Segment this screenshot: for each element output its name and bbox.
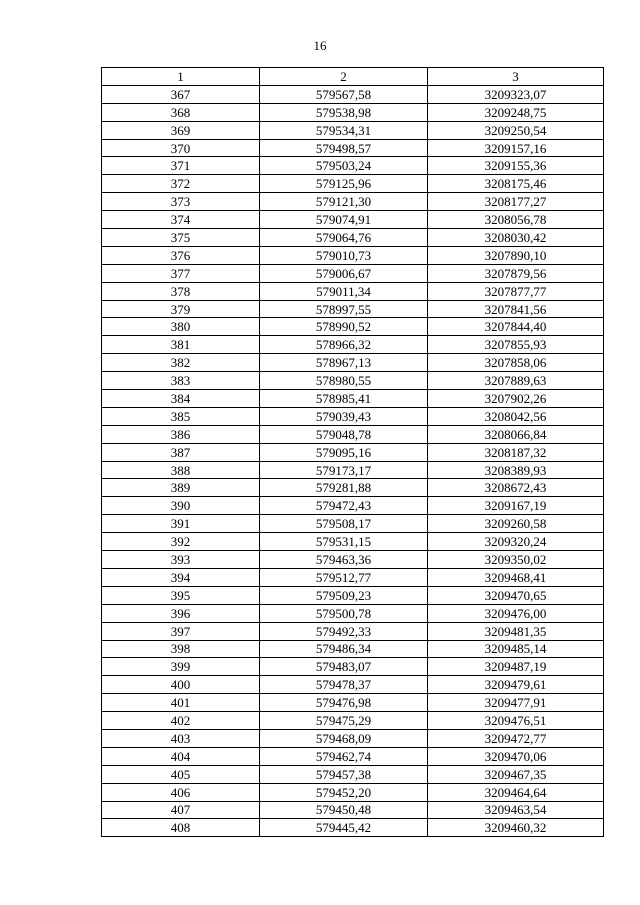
table-row — [102, 729, 604, 747]
column-header-2: 2 — [260, 68, 428, 86]
table-row — [102, 479, 604, 497]
table-row — [102, 497, 604, 515]
y-coordinate-cell: 3209350,02 — [428, 551, 604, 569]
table-row — [102, 819, 604, 837]
x-coordinate-cell: 579281,88 — [260, 479, 428, 497]
point-number-cell: 407 — [102, 801, 260, 819]
x-coordinate-cell: 579064,76 — [260, 229, 428, 247]
y-coordinate-cell: 3207879,56 — [428, 264, 604, 282]
table-row — [102, 103, 604, 121]
table-row — [102, 533, 604, 551]
y-coordinate-cell: 3209167,19 — [428, 497, 604, 515]
point-number-cell: 388 — [102, 461, 260, 479]
y-coordinate-cell: 3209467,35 — [428, 765, 604, 783]
y-coordinate-cell: 3209157,16 — [428, 139, 604, 157]
point-number-cell: 381 — [102, 336, 260, 354]
table-row — [102, 139, 604, 157]
point-number-cell: 402 — [102, 712, 260, 730]
table-row — [102, 622, 604, 640]
table-row — [102, 264, 604, 282]
x-coordinate-cell: 579508,17 — [260, 515, 428, 533]
point-number-cell: 396 — [102, 604, 260, 622]
x-coordinate-cell: 579538,98 — [260, 103, 428, 121]
y-coordinate-cell: 3207844,40 — [428, 318, 604, 336]
x-coordinate-cell: 579503,24 — [260, 157, 428, 175]
table-row — [102, 586, 604, 604]
x-coordinate-cell: 579500,78 — [260, 604, 428, 622]
table-row — [102, 694, 604, 712]
y-coordinate-cell: 3209323,07 — [428, 85, 604, 103]
table-row — [102, 443, 604, 461]
point-number-cell: 367 — [102, 85, 260, 103]
x-coordinate-cell: 579173,17 — [260, 461, 428, 479]
y-coordinate-cell: 3209460,32 — [428, 819, 604, 837]
point-number-cell: 373 — [102, 193, 260, 211]
x-coordinate-cell: 579492,33 — [260, 622, 428, 640]
y-coordinate-cell: 3209464,64 — [428, 783, 604, 801]
x-coordinate-cell: 579512,77 — [260, 568, 428, 586]
y-coordinate-cell: 3209476,00 — [428, 604, 604, 622]
y-coordinate-cell: 3209470,06 — [428, 747, 604, 765]
x-coordinate-cell: 579534,31 — [260, 121, 428, 139]
table-row — [102, 157, 604, 175]
point-number-cell: 374 — [102, 211, 260, 229]
point-number-cell: 370 — [102, 139, 260, 157]
x-coordinate-cell: 579498,57 — [260, 139, 428, 157]
x-coordinate-cell: 579011,34 — [260, 282, 428, 300]
x-coordinate-cell: 579006,67 — [260, 264, 428, 282]
table-row — [102, 783, 604, 801]
point-number-cell: 369 — [102, 121, 260, 139]
y-coordinate-cell: 3209479,61 — [428, 676, 604, 694]
table-row — [102, 390, 604, 408]
x-coordinate-cell: 579531,15 — [260, 533, 428, 551]
x-coordinate-cell: 578990,52 — [260, 318, 428, 336]
point-number-cell: 401 — [102, 694, 260, 712]
point-number-cell: 399 — [102, 658, 260, 676]
y-coordinate-cell: 3207877,77 — [428, 282, 604, 300]
point-number-cell: 389 — [102, 479, 260, 497]
y-coordinate-cell: 3208056,78 — [428, 211, 604, 229]
y-coordinate-cell: 3209260,58 — [428, 515, 604, 533]
table-row — [102, 229, 604, 247]
point-number-cell: 378 — [102, 282, 260, 300]
table-row — [102, 676, 604, 694]
table-row — [102, 515, 604, 533]
point-number-cell: 372 — [102, 175, 260, 193]
x-coordinate-cell: 578967,13 — [260, 354, 428, 372]
point-number-cell: 404 — [102, 747, 260, 765]
table-row — [102, 640, 604, 658]
table-row — [102, 551, 604, 569]
y-coordinate-cell: 3207858,06 — [428, 354, 604, 372]
point-number-cell: 368 — [102, 103, 260, 121]
page-number: 16 — [313, 38, 327, 53]
y-coordinate-cell: 3209470,65 — [428, 586, 604, 604]
y-coordinate-cell: 3207890,10 — [428, 246, 604, 264]
table-row — [102, 801, 604, 819]
y-coordinate-cell: 3208389,93 — [428, 461, 604, 479]
y-coordinate-cell: 3207902,26 — [428, 390, 604, 408]
point-number-cell: 392 — [102, 533, 260, 551]
x-coordinate-cell: 579125,96 — [260, 175, 428, 193]
y-coordinate-cell: 3209463,54 — [428, 801, 604, 819]
point-number-cell: 375 — [102, 229, 260, 247]
point-number-cell: 395 — [102, 586, 260, 604]
y-coordinate-cell: 3209485,14 — [428, 640, 604, 658]
point-number-cell: 405 — [102, 765, 260, 783]
point-number-cell: 391 — [102, 515, 260, 533]
y-coordinate-cell: 3209481,35 — [428, 622, 604, 640]
point-number-cell: 385 — [102, 407, 260, 425]
point-number-cell: 387 — [102, 443, 260, 461]
x-coordinate-cell: 579457,38 — [260, 765, 428, 783]
x-coordinate-cell: 579095,16 — [260, 443, 428, 461]
table-header — [102, 68, 604, 86]
point-number-cell: 380 — [102, 318, 260, 336]
x-coordinate-cell: 579121,30 — [260, 193, 428, 211]
y-coordinate-cell: 3209472,77 — [428, 729, 604, 747]
x-coordinate-cell: 579486,34 — [260, 640, 428, 658]
table-row — [102, 765, 604, 783]
x-coordinate-cell: 579463,36 — [260, 551, 428, 569]
table-row — [102, 282, 604, 300]
column-header-1: 1 — [102, 68, 260, 86]
table-row — [102, 336, 604, 354]
y-coordinate-cell: 3209487,19 — [428, 658, 604, 676]
point-number-cell: 394 — [102, 568, 260, 586]
column-header-3: 3 — [428, 68, 604, 86]
x-coordinate-cell: 579483,07 — [260, 658, 428, 676]
table-body — [102, 85, 604, 836]
y-coordinate-cell: 3208177,27 — [428, 193, 604, 211]
table-row — [102, 568, 604, 586]
y-coordinate-cell: 3207841,56 — [428, 300, 604, 318]
x-coordinate-cell: 579468,09 — [260, 729, 428, 747]
point-number-cell: 408 — [102, 819, 260, 837]
table-row — [102, 175, 604, 193]
point-number-cell: 406 — [102, 783, 260, 801]
table-row — [102, 246, 604, 264]
point-number-cell: 376 — [102, 246, 260, 264]
table-row — [102, 604, 604, 622]
table-row — [102, 318, 604, 336]
y-coordinate-cell: 3207889,63 — [428, 372, 604, 390]
y-coordinate-cell: 3208672,43 — [428, 479, 604, 497]
table-row — [102, 658, 604, 676]
point-number-cell: 386 — [102, 425, 260, 443]
point-number-cell: 379 — [102, 300, 260, 318]
y-coordinate-cell: 3208030,42 — [428, 229, 604, 247]
x-coordinate-cell: 579475,29 — [260, 712, 428, 730]
y-coordinate-cell: 3208066,84 — [428, 425, 604, 443]
point-number-cell: 382 — [102, 354, 260, 372]
table-row — [102, 300, 604, 318]
x-coordinate-cell: 579445,42 — [260, 819, 428, 837]
x-coordinate-cell: 579462,74 — [260, 747, 428, 765]
y-coordinate-cell: 3209476,51 — [428, 712, 604, 730]
point-number-cell: 393 — [102, 551, 260, 569]
point-number-cell: 384 — [102, 390, 260, 408]
table-row — [102, 121, 604, 139]
table-row — [102, 461, 604, 479]
table-row — [102, 354, 604, 372]
x-coordinate-cell: 579039,43 — [260, 407, 428, 425]
point-number-cell: 400 — [102, 676, 260, 694]
x-coordinate-cell: 579472,43 — [260, 497, 428, 515]
x-coordinate-cell: 579048,78 — [260, 425, 428, 443]
table-row — [102, 407, 604, 425]
y-coordinate-cell: 3209248,75 — [428, 103, 604, 121]
y-coordinate-cell: 3208042,56 — [428, 407, 604, 425]
point-number-cell: 383 — [102, 372, 260, 390]
y-coordinate-cell: 3209250,54 — [428, 121, 604, 139]
point-number-cell: 403 — [102, 729, 260, 747]
y-coordinate-cell: 3208175,46 — [428, 175, 604, 193]
x-coordinate-cell: 579010,73 — [260, 246, 428, 264]
point-number-cell: 371 — [102, 157, 260, 175]
x-coordinate-cell: 579567,58 — [260, 85, 428, 103]
x-coordinate-cell: 578980,55 — [260, 372, 428, 390]
point-number-cell: 377 — [102, 264, 260, 282]
point-number-cell: 398 — [102, 640, 260, 658]
point-number-cell: 390 — [102, 497, 260, 515]
x-coordinate-cell: 579450,48 — [260, 801, 428, 819]
table-row — [102, 712, 604, 730]
x-coordinate-cell: 578997,55 — [260, 300, 428, 318]
table-row — [102, 425, 604, 443]
table-row — [102, 193, 604, 211]
y-coordinate-cell: 3209477,91 — [428, 694, 604, 712]
point-number-cell: 397 — [102, 622, 260, 640]
table-row — [102, 85, 604, 103]
y-coordinate-cell: 3207855,93 — [428, 336, 604, 354]
coordinates-table — [101, 67, 604, 837]
y-coordinate-cell: 3209155,36 — [428, 157, 604, 175]
table-header-row — [102, 68, 604, 86]
table-row — [102, 372, 604, 390]
table-row — [102, 211, 604, 229]
y-coordinate-cell: 3208187,32 — [428, 443, 604, 461]
x-coordinate-cell: 579074,91 — [260, 211, 428, 229]
x-coordinate-cell: 578966,32 — [260, 336, 428, 354]
x-coordinate-cell: 579476,98 — [260, 694, 428, 712]
x-coordinate-cell: 579478,37 — [260, 676, 428, 694]
x-coordinate-cell: 578985,41 — [260, 390, 428, 408]
y-coordinate-cell: 3209320,24 — [428, 533, 604, 551]
x-coordinate-cell: 579509,23 — [260, 586, 428, 604]
y-coordinate-cell: 3209468,41 — [428, 568, 604, 586]
table-row — [102, 747, 604, 765]
x-coordinate-cell: 579452,20 — [260, 783, 428, 801]
